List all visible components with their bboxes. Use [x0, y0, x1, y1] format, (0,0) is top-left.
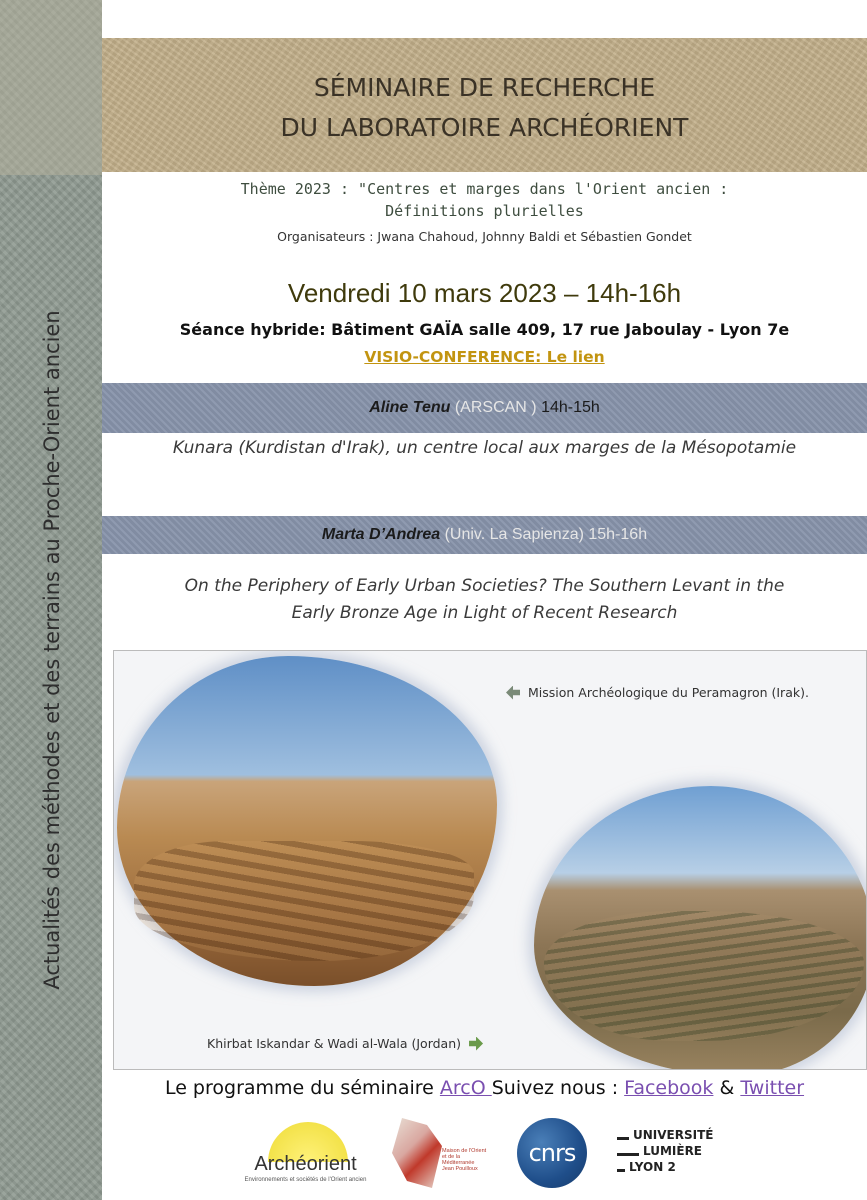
talk-title-line: On the Periphery of Early Urban Societies? The Southern Levant in the [184, 576, 785, 596]
facebook-link[interactable]: Facebook [624, 1077, 714, 1099]
talk-title-line: Early Bronze Age in Light of Recent Research [291, 603, 678, 623]
theme-block [102, 178, 867, 222]
arrow-left-icon [506, 686, 520, 700]
archeorient-logo [238, 1120, 373, 1190]
photo-frame [113, 650, 867, 1070]
photo-caption-1 [506, 685, 809, 700]
twitter-link[interactable]: Twitter [740, 1077, 805, 1099]
arrow-right-icon [469, 1037, 483, 1051]
theme-line-2: Définitions plurielles [385, 202, 584, 220]
talk-title-2 [102, 573, 867, 627]
organisers: Organisateurs : Jwana Chahoud, Johnny Baldi et Sébastien Gondet [277, 229, 692, 244]
speaker-time: 15h-16h [583, 526, 648, 543]
speaker-affiliation: (Univ. La Sapienza) [440, 526, 584, 543]
speaker-name: Marta D’Andrea [321, 526, 441, 543]
lyon2-dash-icon [617, 1169, 625, 1172]
lyon2-line-3: LYON 2 [629, 1160, 676, 1174]
photo-peramagron-ruins [134, 841, 474, 961]
caption-text: Khirbat Iskandar & Wadi al-Wala (Jordan) [207, 1036, 462, 1051]
lyon2-logo [617, 1125, 727, 1180]
visio-conference-link[interactable]: VISIO-CONFERENCE: Le lien [364, 348, 605, 366]
archeorient-logo-name: Archéorient [254, 1153, 357, 1175]
program-prefix: Le programme du séminaire [164, 1077, 440, 1099]
photo-caption-2 [207, 1036, 483, 1051]
event-date: Vendredi 10 mars 2023 – 14h-16h [287, 278, 682, 308]
sidebar-top-tint [0, 0, 102, 175]
arco-link[interactable]: ArcO [439, 1077, 492, 1099]
maison-emblem-icon [392, 1118, 442, 1188]
speaker-bar-2 [102, 516, 867, 554]
cnrs-logo [517, 1118, 587, 1188]
lyon2-line-2: LUMIÈRE [643, 1144, 703, 1158]
maison-orient-logo [392, 1118, 487, 1193]
lyon2-dash-icon [617, 1137, 629, 1140]
visio-link-row [102, 348, 867, 366]
talk-title-1 [102, 438, 867, 458]
cnrs-logo-text: cnrs [528, 1139, 576, 1167]
event-venue: Séance hybride: Bâtiment GAÏA salle 409, 17 rue Jaboulay - Lyon 7e [179, 320, 790, 339]
caption-text: Mission Archéologique du Peramagron (Irak). [528, 685, 809, 700]
speaker-name: Aline Tenu [369, 399, 451, 416]
follow-text: Suivez nous : [491, 1077, 625, 1099]
theme-line-1: Thème 2023 : "Centres et marges dans l'Orient ancien : [240, 180, 729, 198]
speaker-time: 14h-15h [536, 399, 600, 416]
speaker-affiliation: (ARSCAN ) [450, 399, 537, 416]
archeorient-logo-subtitle: Environnements et sociétés de l'Orient ancien [244, 1177, 367, 1183]
page-title [102, 68, 867, 148]
talk-title-line: Kunara (Kurdistan d'Irak), un centre local aux marges de la Mésopotamie [172, 438, 797, 458]
lyon2-line-1: UNIVERSITÉ [633, 1128, 714, 1142]
speaker-bar-1 [102, 383, 867, 433]
maison-logo-text: Maison de l'Orient et de la Méditerranée Jean Pouilloux [442, 1148, 487, 1172]
title-line-1: SÉMINAIRE DE RECHERCHE [313, 73, 656, 102]
and-text: & [713, 1077, 741, 1099]
sidebar-vertical-title: Actualités des méthodes et des terrains au Proche-Orient ancien [40, 310, 64, 990]
program-links-row [102, 1077, 867, 1099]
lyon2-dash-icon [617, 1153, 639, 1156]
title-line-2: DU LABORATOIRE ARCHÉORIENT [280, 113, 689, 142]
